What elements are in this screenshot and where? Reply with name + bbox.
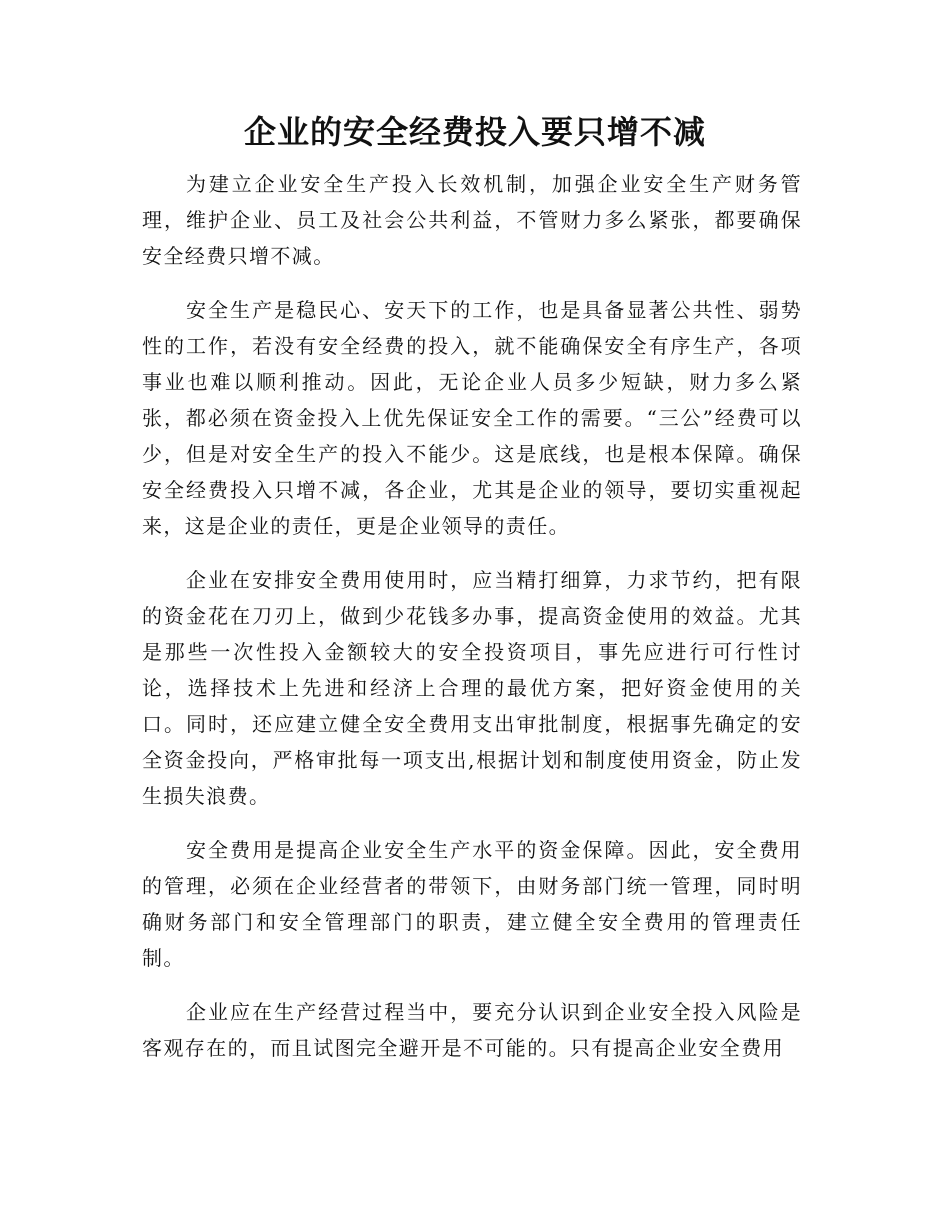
document-body (142, 166, 802, 1084)
paragraph: 安全费用是提高企业安全生产水平的资金保障。因此，安全费用的管理，必须在企业经营者的带领下，由财务部门统一管理，同时明确财务部门和安全管理部门的职责，建立健全安全费用的管理责任制。 (142, 838, 802, 970)
paragraph: 为建立企业安全生产投入长效机制，加强企业安全生产财务管理，维护企业、员工及社会公共利益，不管财力多么紧张，都要确保安全经费只增不减。 (142, 172, 802, 268)
paragraph: 企业在安排安全费用使用时，应当精打细算，力求节约，把有限的资金花在刀刃上，做到少花钱多办事，提高资金使用的效益。尤其是那些一次性投入金额较大的安全投资项目，事先应进行可行性讨论，选择技术上先进和经济上合理的最优方案，把好资金使用的关口。同时，还应建立健全安全费用支出审批制度，根据事先确定的安全资金投向，严格审批每一项支出,根据计划和制度使用资金，防止发生损失浪费。 (142, 568, 802, 808)
paragraph: 企业应在生产经营过程当中，要充分认识到企业安全投入风险是客观存在的，而且试图完全避开是不可能的。只有提高企业安全费用 (142, 1000, 802, 1060)
document-title: 企业的安全经费投入要只增不减 (243, 113, 706, 151)
paragraph: 安全生产是稳民心、安天下的工作，也是具备显著公共性、弱势性的工作，若没有安全经费的投入，就不能确保安全有序生产，各项事业也难以顺利推动。因此，无论企业人员多少短缺，财力多么紧张，都必须在资金投入上优先保证安全工作的需要。“三公”经费可以少，但是对安全生产的投入不能少。这是底线，也是根本保障。确保安全经费投入只增不减，各企业，尤其是企业的领导，要切实重视起来，这是企业的责任，更是企业领导的责任。 (142, 298, 802, 538)
